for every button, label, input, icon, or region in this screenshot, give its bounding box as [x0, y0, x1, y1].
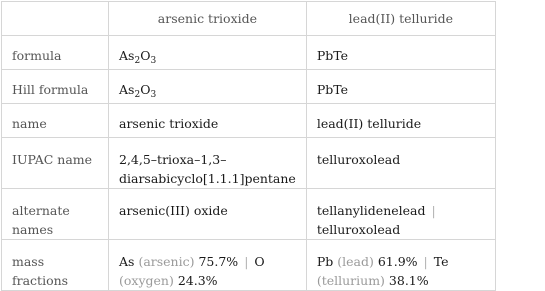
- name-arsenic-trioxide: arsenic trioxide: [109, 104, 307, 138]
- row-label-mass-fractions: mass fractions: [2, 240, 109, 291]
- comparison-table: [1, 1, 496, 291]
- row-label-hill-formula: Hill formula: [2, 70, 109, 104]
- mass-fractions-lead-telluride: Pb (lead) 61.9% | Te (tellurium) 38.1%: [306, 240, 495, 291]
- formula-lead-telluride: PbTe: [306, 36, 495, 70]
- row-name: [2, 104, 496, 138]
- row-label-formula: formula: [2, 36, 109, 70]
- row-hill-formula: [2, 70, 496, 104]
- row-mass-fractions: [2, 240, 496, 291]
- header-empty: [2, 2, 109, 36]
- row-iupac-name: [2, 138, 496, 189]
- mass-fractions-arsenic-trioxide: As (arsenic) 75.7% | O (oxygen) 24.3%: [109, 240, 307, 291]
- iupac-arsenic-trioxide: 2,4,5–trioxa–1,3– diarsabicyclo[1.1.1]pentane: [109, 138, 307, 189]
- hill-formula-arsenic-trioxide: $As_2O_3$: [109, 70, 307, 104]
- header-row: [2, 2, 496, 36]
- row-label-name: name: [2, 104, 109, 138]
- header-lead-telluride: lead(II) telluride: [306, 2, 495, 36]
- row-alternate-names: [2, 189, 496, 240]
- hill-formula-lead-telluride: PbTe: [306, 70, 495, 104]
- formula-arsenic-trioxide: $As_2O_3$: [109, 36, 307, 70]
- alt-names-lead-telluride: tellanylidenelead | telluroxolead: [306, 189, 495, 240]
- alt-names-arsenic-trioxide: arsenic(III) oxide: [109, 189, 307, 240]
- row-label-alternate-names: alternate names: [2, 189, 109, 240]
- name-lead-telluride: lead(II) telluride: [306, 104, 495, 138]
- row-label-iupac-name: IUPAC name: [2, 138, 109, 189]
- iupac-lead-telluride: telluroxolead: [306, 138, 495, 189]
- header-arsenic-trioxide: arsenic trioxide: [109, 2, 307, 36]
- row-formula: [2, 36, 496, 70]
